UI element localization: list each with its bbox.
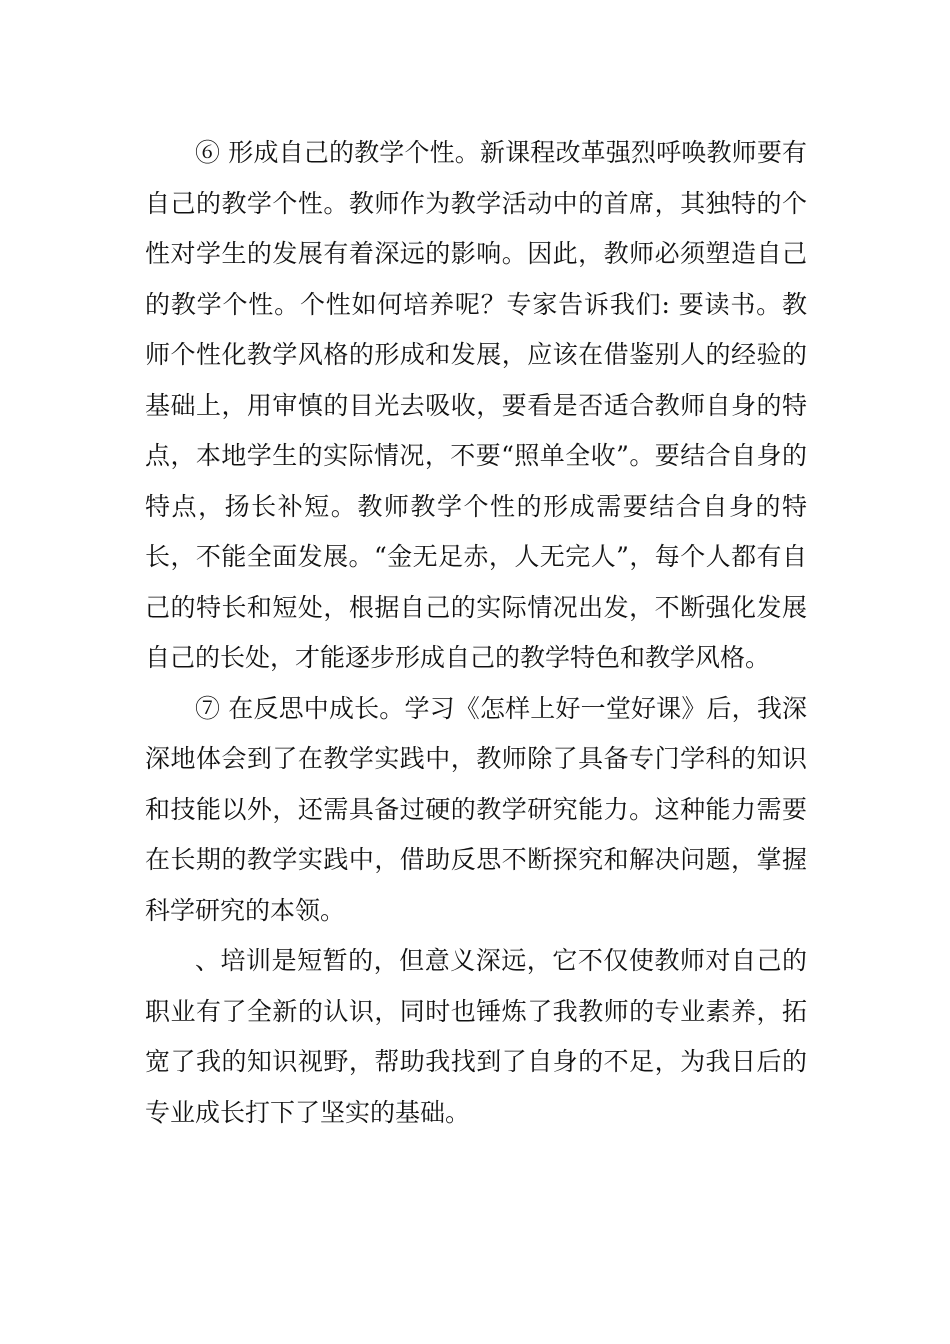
paragraph-training-summary: 、培训是短暂的，但意义深远，它不仅使教师对自己的职业有了全新的认识，同时也锤炼了我教师的专业素养，拓宽了我的知识视野，帮助我找到了自身的不足，为我日后的专业成长打下了坚实的基础。 — [145, 946, 807, 1127]
paragraph-teaching-personality: ⑥ 形成自己的教学个性。新课程改革强烈呼唤教师要有自己的教学个性。教师作为教学活动中的首席，其独特的个性对学生的发展有着深远的影响。因此，教师必须塑造自己的教学个性。个性如何培养呢？专家告诉我们: 要读书。教师个性化教学风格的形成和发展，应该在借鉴别人的经验的基础上，用审慎的目光去吸收，要看是否适合教师自身的特点，本地学生的实际情况，不要“照单全收”。要结合自身的特点，扬长补短。教师教学个性的形成需要结合自身的特长，不能全面发展。“金无足赤，人无完人”，每个人都有自己的特长和短处，根据自己的实际情况出发，不断强化发展自己的长处，才能逐步形成自己的教学特色和教学风格。 — [145, 138, 807, 672]
paragraph-growth-through-reflection: ⑦ 在反思中成长。学习《怎样上好一堂好课》后，我深深地体会到了在教学实践中，教师除了具备专门学科的知识和技能以外，还需具备过硬的教学研究能力。这种能力需要在长期的教学实践中，借助反思不断探究和解决问题，掌握科学研究的本领。 — [145, 693, 807, 925]
document-body — [145, 128, 807, 1138]
